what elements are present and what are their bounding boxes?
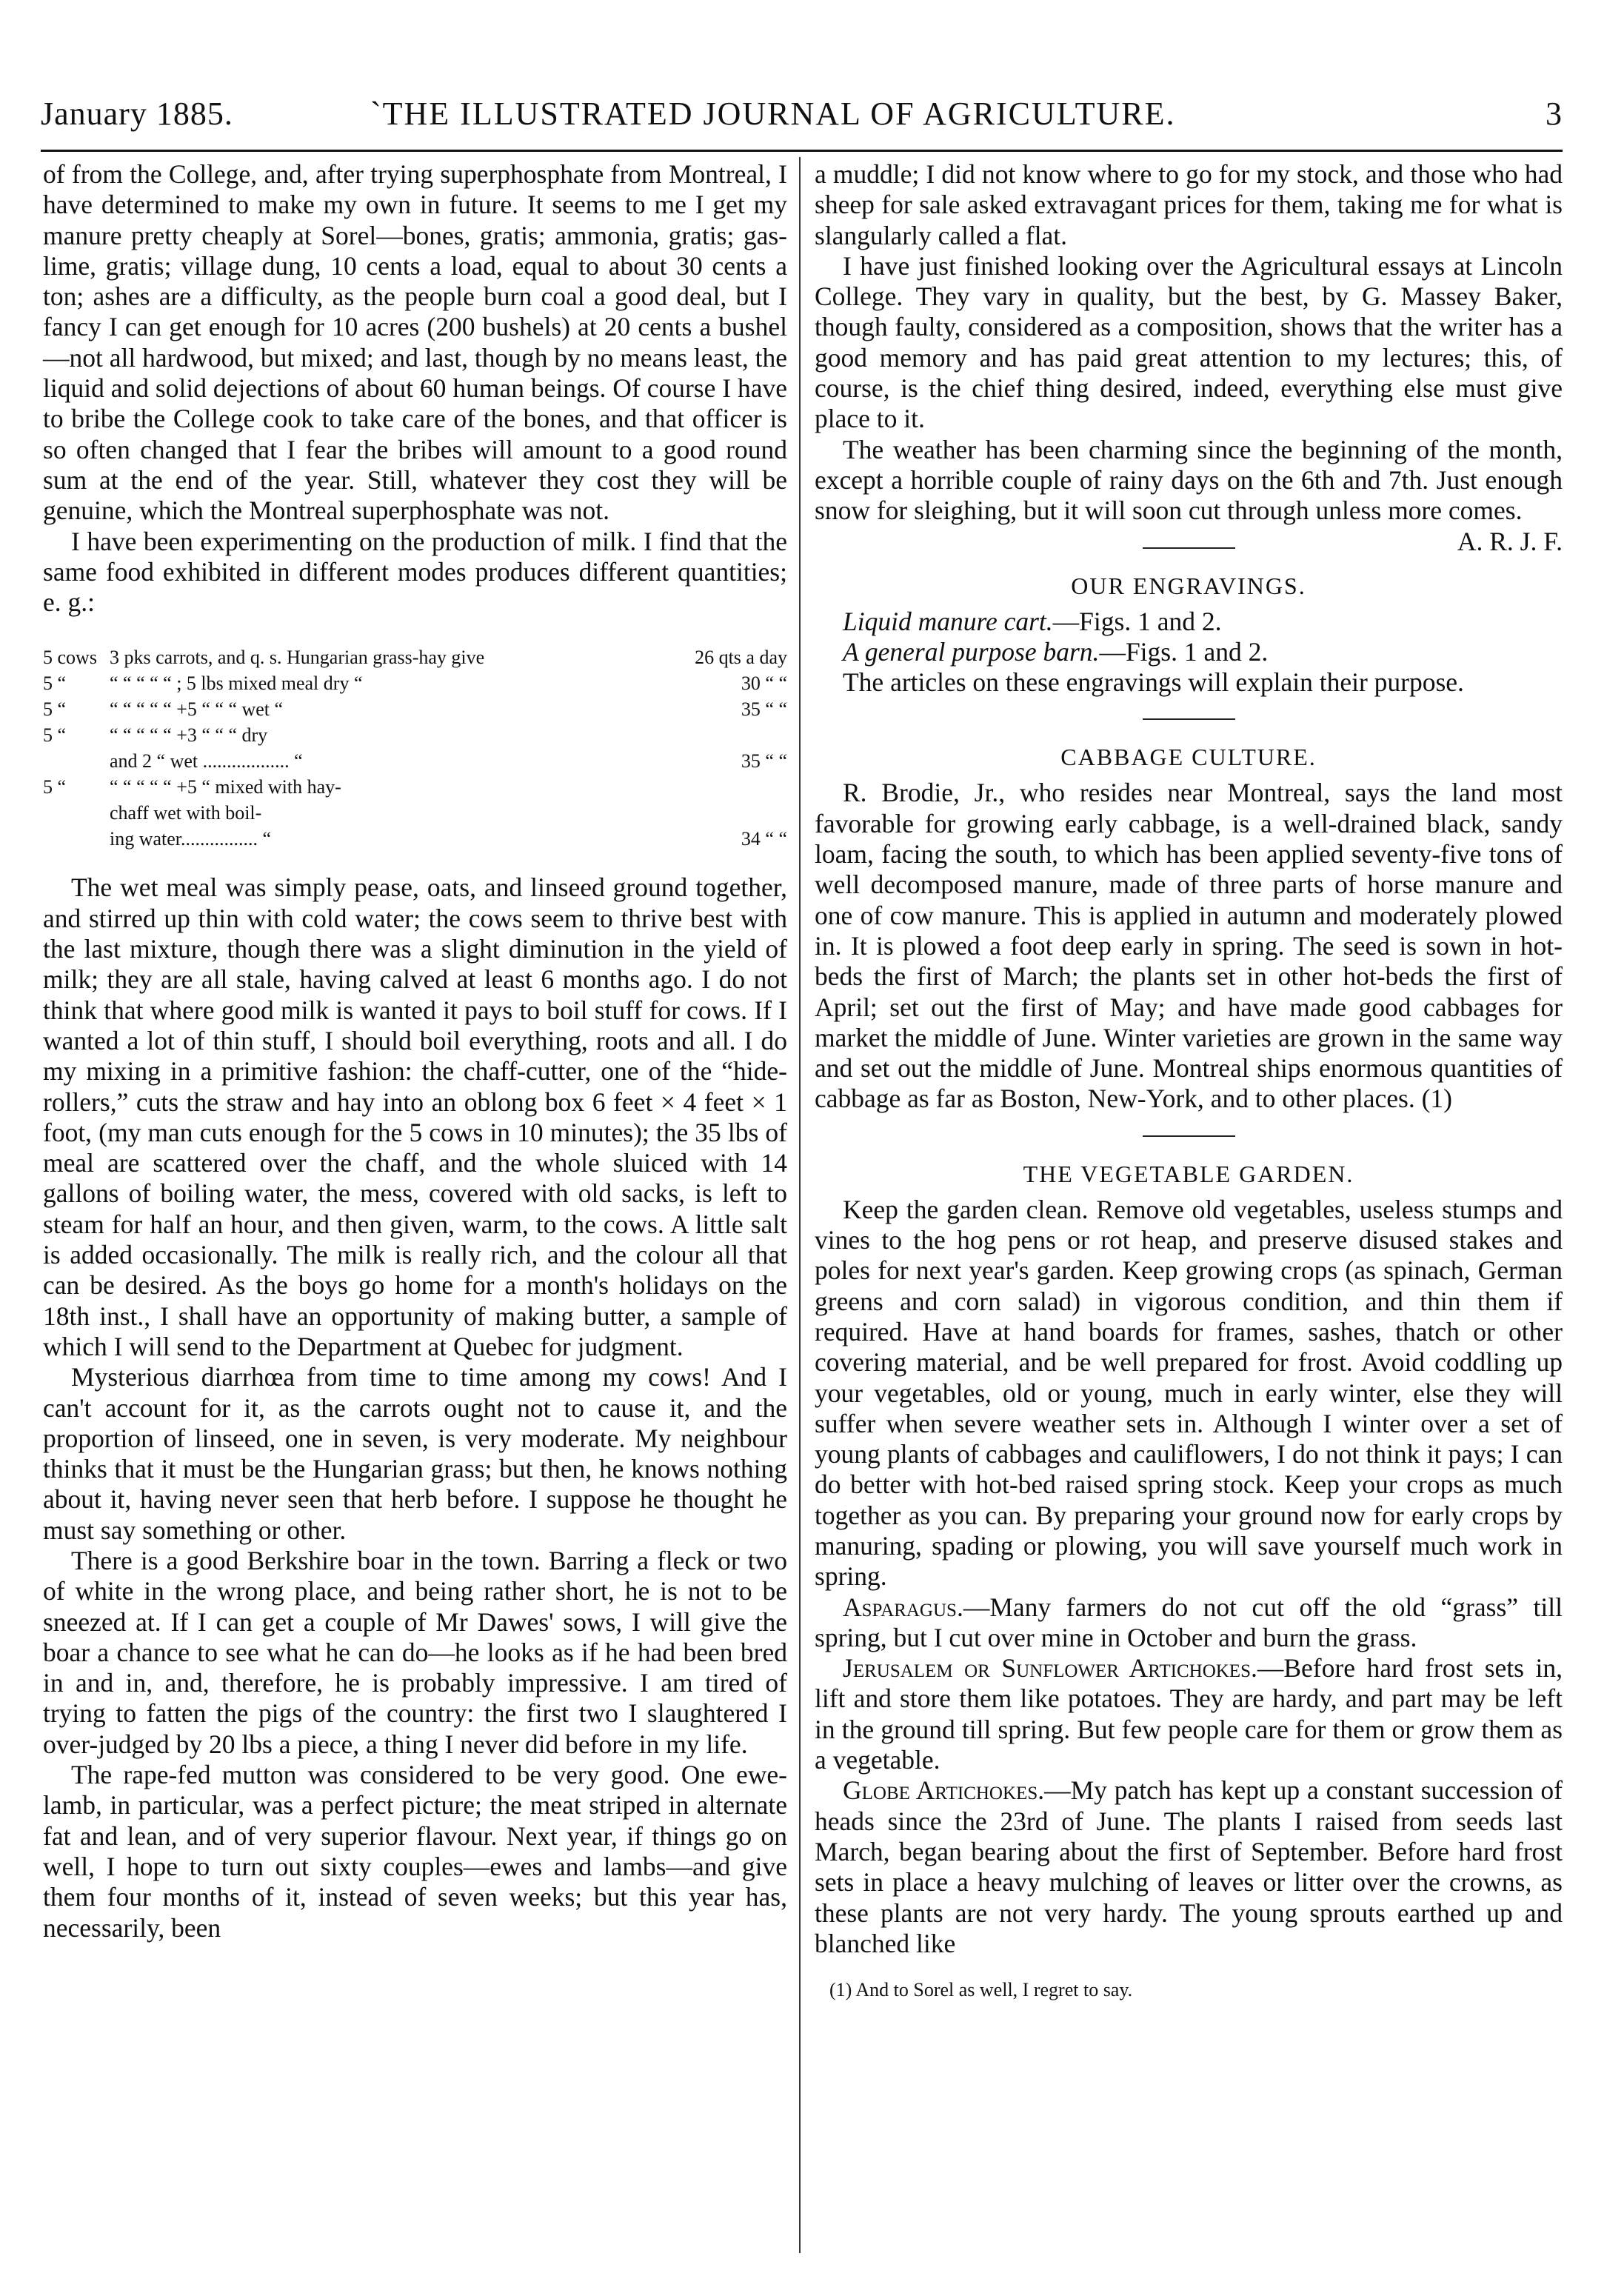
feed-cell [43, 826, 110, 852]
feed-cell [43, 748, 110, 774]
feed-cell: “ “ “ “ “ +5 “ “ “ wet “ [110, 698, 284, 721]
feed-cell [661, 774, 787, 800]
feed-cell: 5 “ [43, 724, 67, 747]
paragraph: Keep the garden clean. Remove old vegetables, useless stumps and vines to the hog pens or rot heap, and preserve disused stakes and poles for next year's garden. Keep growing crops (as spinach, German greens and corn salad) in vigorous condition, and thin them if required. Have at hand boards for frames, sashes, thatch or other covering material, and be well prepared for frost. Avoid coddling up your vegetables, old or young, much in early winter, else they will suffer when severe weather sets in. Although I winter over a set of young plants of cabbages and cauliflowers, I do not think it pays; I can do better with hot-bed raised spring stock. Keep your crops as much together as you can. By preparing your ground now for early crops by manuring, spading or plowing, you will save yourself much work in spring. [815, 1194, 1563, 1592]
engraving-figs: —Figs. 1 and 2. [1052, 606, 1222, 636]
feed-cell: 3 pks carrots, and q. s. Hungarian grass-hay give [110, 647, 485, 669]
section-heading-cabbage: CABBAGE CULTURE. [1060, 744, 1317, 771]
right-column [815, 159, 1563, 2003]
feed-row [43, 696, 787, 722]
feed-row [43, 748, 787, 774]
feed-cell: and 2 “ wet .................. “ [110, 750, 303, 772]
feed-cell: “ “ “ “ “ +5 “ mixed with hay- [110, 776, 341, 798]
run-in-heading: Jerusalem or Sunflower Artichokes. [843, 1653, 1257, 1683]
milk-feed-table [43, 644, 787, 852]
engraving-title: Liquid manure cart. [843, 606, 1053, 636]
feed-cell: “ “ “ “ “ ; 5 lbs mixed meal dry “ [110, 673, 363, 695]
footnote: (1) And to Sorel as well, I regret to say. [829, 1979, 1133, 2001]
paragraph [815, 1653, 1563, 1775]
paragraph [815, 434, 1563, 556]
paragraph: There is a good Berkshire boar in the town. Barring a fleck or two of white in the wrong place, and being rather short, he is not to be sneezed at. If I can get a couple of Mr Dawes' sows, I will give the boar a chance to see what he can do—he looks as if he had been bred in and in, and, therefore, he is probably impressive. I am tired of trying to fatten the pigs of the country: the first two I slaughtered I over-judged by 20 lbs a piece, a thing I never did before in my life. [43, 1545, 787, 1759]
feed-cell: “ “ “ “ “ +3 “ “ “ dry [110, 724, 268, 747]
feed-cell: 34 “ “ [741, 828, 787, 850]
section-divider [1143, 547, 1235, 549]
paragraph: I have just finished looking over the Agricultural essays at Lincoln College. They vary in quality, but the best, by G. Massey Baker, though faulty, considered as a composition, shows that the writer has a good memory and has paid great attention to my lectures; this, of course, is the chief thing desired, indeed, everything else must give place to it. [815, 250, 1563, 434]
feed-cell: 5 “ [43, 673, 67, 695]
feed-cell: 5 “ [43, 698, 67, 721]
run-in-heading: Asparagus. [843, 1592, 963, 1622]
section-heading-engravings: OUR ENGRAVINGS. [1071, 572, 1306, 599]
paragraph: I have been experimenting on the production of milk. I find that the same food exhibited in different modes produces different quantities; e. g.: [43, 526, 787, 618]
paragraph [815, 1592, 1563, 1654]
paragraph-text: —Many farmers do not cut off the old “grass” till spring, but I cut over mine in October and burn the grass. [815, 1592, 1563, 1652]
run-in-heading: Globe Artichokes. [843, 1775, 1045, 1806]
paragraph: The rape-fed mutton was considered to be very good. One ewe-lamb, in particular, was a perfect picture; the meat striped in alternate fat and lean, and of very superior flavour. Next year, if things go on well, I hope to turn out sixty couples—ewes and lambs—and give them four months of it, instead of seven weeks; but this year has, necessarily, been [43, 1760, 787, 1943]
engraving-title: A general purpose barn. [843, 636, 1100, 667]
paragraph: R. Brodie, Jr., who resides near Montreal, says the land most favorable for growing early cabbage, is a well-drained black, sandy loam, facing the south, to which has been applied seventy-five tons of well decomposed manure, made of three parts of horse manure and one of cow manure. This is applied in autumn and moderately plowed in. It is plowed a foot deep early in spring. The seed is sown in hot-beds the first of March; the plants set in other hot-beds the first of April; set out the first of May; and have made good cabbages for market the middle of June. Winter varieties are grown in the same way and set out the middle of June. Montreal ships enormous quantities of cabbage as far as Boston, New-York, and to other places. (1) [815, 778, 1563, 1114]
paragraph: Mysterious diarrhœa from time to time among my cows! And I can't account for it, as the carrots ought not to cause it, and the proportion of linseed, one in seven, is very moderate. My neighbour thinks that it must be the Hungarian grass; but then, he knows nothing about it, having never seen that herb before. I suppose he thought he must say something or other. [43, 1362, 787, 1545]
issue-date: January 1885. [41, 96, 233, 132]
feed-row [43, 722, 787, 748]
feed-cell [661, 800, 787, 826]
feed-row [43, 644, 787, 670]
feed-cell [661, 722, 787, 748]
left-column [43, 159, 787, 1943]
engraving-item [815, 607, 1563, 637]
section-divider [1143, 1135, 1235, 1137]
section-divider [1143, 718, 1235, 720]
paragraph-text: —Before hard frost sets in, lift and store them like potatoes. They are hardy, and part may be left in the ground till spring. But few people care for them or grow them as a vegetable. [815, 1653, 1563, 1775]
feed-row [43, 670, 787, 696]
paragraph: of from the College, and, after trying superphosphate from Montreal, I have determined to make my own in future. It seems to me I get my manure pretty cheaply at Sorel—bones, gratis; ammonia, gratis; gas-lime, gratis; village dung, 10 cents a load, equal to about 30 cents a ton; ashes are a difficulty, as the people burn coal a good deal, but I fancy I can get enough for 10 acres (200 bushels) at 20 cents a bushel—not all hardwood, but mixed; and last, though by no means least, the liquid and solid dejections of about 60 human beings. Of course I have to bribe the College cook to take care of the bones, and that officer is so often changed that I fear the bribes will amount to a good round sum at the end of the year. Still, whatever they cost they will be genuine, which the Montreal superphosphate was not. [43, 159, 787, 526]
engraving-figs: —Figs. 1 and 2. [1099, 636, 1269, 667]
feed-row [43, 774, 787, 800]
feed-cell: 5 “ [43, 776, 67, 798]
feed-row [43, 826, 787, 852]
feed-cell: 35 “ “ [741, 698, 787, 721]
feed-cell: 35 “ “ [741, 750, 787, 772]
feed-cell: 5 cows [43, 647, 97, 669]
paragraph: a muddle; I did not know where to go for my stock, and those who had sheep for sale asked extravagant prices for them, taking me for what is slangularly called a flat. [815, 159, 1563, 250]
header-rule [41, 150, 1563, 152]
paragraph: The articles on these engravings will explain their purpose. [843, 667, 1464, 698]
paragraph [815, 1775, 1563, 1959]
paragraph: The wet meal was simply pease, oats, and linseed ground together, and stirred up thin with cold water; the cows seem to thrive best with the last mixture, though there was a slight diminution in the yield of milk; they are all stale, having calved at least 6 months ago. I do not think that where good milk is wanted it pays to boil stuff for cows. If I wanted a lot of thin stuff, I should boil everything, roots and all. I do my mixing in a primitive fashion: the chaff-cutter, one of the “hide-rollers,” cuts the straw and hay into an oblong box 6 feet × 4 feet × 1 foot, (my man cuts enough for the 5 cows in 10 minutes); the 35 lbs of meal are scattered over the chaff, and the whole sluiced with 14 gallons of boiling water, the mess, covered with old sacks, is left to steam for half an hour, and then given, warm, to the cows. A little salt is added occasionally. The milk is really rich, and the colour all that can be desired. As the boys go home for a month's holidays on the 18th inst., I shall have an opportunity of making butter, a sample of which I will send to the Department at Quebec for judgment. [43, 872, 787, 1361]
paragraph-text: The weather has been charming since the beginning of the month, except a horrible couple of rainy days on the 6th and 7th. Just enough snow for sleighing, but it will soon cut through unless more comes. [815, 434, 1563, 526]
feed-cell: 30 “ “ [741, 673, 787, 695]
section-heading-garden: THE VEGETABLE GARDEN. [1023, 1160, 1354, 1187]
feed-cell: chaff wet with boil- [110, 802, 262, 824]
author-signature: A. R. J. F. [1457, 526, 1563, 556]
journal-title: `THE ILLUSTRATED JOURNAL OF AGRICULTURE. [370, 96, 1176, 132]
feed-cell: 26 qts a day [695, 647, 787, 669]
feed-cell: ing water................ “ [110, 828, 272, 850]
feed-cell [43, 800, 110, 826]
engraving-item [815, 637, 1563, 667]
paragraph-text: —My patch has kept up a constant succession of heads since the 23rd of June. The plants I raised from seeds last March, began bearing about the first of September. Before hard frost sets in place a heavy mulching of leaves or litter over the crowns, as these plants are not very hardy. The young sprouts earthed up and blanched like [815, 1775, 1563, 1958]
column-divider [799, 157, 801, 2253]
page-number: 3 [1546, 96, 1563, 132]
feed-row [43, 800, 787, 826]
running-header [41, 95, 1563, 139]
